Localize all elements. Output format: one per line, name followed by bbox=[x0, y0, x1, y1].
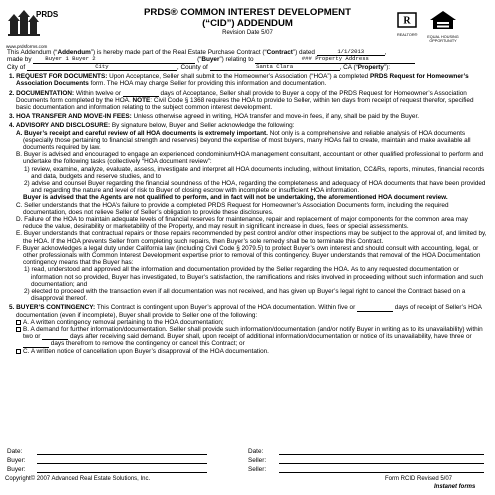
revision-date: Revision Date 5/07 bbox=[222, 30, 273, 36]
logo-text: PRDS bbox=[36, 10, 59, 19]
section-5c-checkbox[interactable] bbox=[16, 349, 21, 354]
section-5-text: This Contract is contingent upon Buyer’s approval of the HOA documentation. Within five or bbox=[96, 304, 356, 312]
logo-url: www.prdsforms.com bbox=[6, 44, 48, 49]
section-2 bbox=[7, 90, 488, 112]
section-2-title: 2. DOCUMENTATION: bbox=[9, 89, 75, 97]
intro-text: , County of bbox=[176, 63, 208, 71]
buyer-name-field[interactable]: Buyer 1 Buyer 2 bbox=[33, 56, 195, 63]
document-title bbox=[0, 7, 495, 29]
section-1-form-name: PRDS Request for Homeowner’s Association Documents bbox=[16, 73, 469, 88]
county-field[interactable]: Santa Clara bbox=[210, 64, 340, 71]
section-4 bbox=[7, 122, 488, 129]
section-5c-text: C. A written notice of cancellation upon Buyer’s disapproval of the HOA documentation. bbox=[23, 347, 269, 355]
buyer-1-label: Buyer: bbox=[7, 457, 26, 464]
section-4e: E. Buyer understands that contractual repairs or those repairs recommended by pest control and/or other inspections may be subject to the approval of, and limited by, the HOA. If the HOA prevents Seller from completing such repairs, then Buyer’s sole remedy shall be to terminate this Contract. bbox=[16, 230, 487, 245]
svg-text:R: R bbox=[403, 15, 411, 27]
seller-2-label: Seller: bbox=[248, 466, 267, 473]
intro-text: City of bbox=[7, 63, 26, 71]
intro-text: ”): bbox=[383, 63, 391, 71]
section-4b-2: 2) advise and counsel Buyer regarding the financial soundness of the HOA, regarding the completeness and adequacy of HOA documents that have been provided and regarding the nature and level of risk to Buyer of closing escrow with incomplete or insufficient HOA information. bbox=[24, 180, 486, 195]
property-address-field[interactable]: ### Property Address bbox=[255, 56, 415, 63]
section-5b-checkbox[interactable] bbox=[16, 327, 21, 332]
section-2-days-field[interactable] bbox=[123, 90, 159, 97]
intro-text: ”) dated bbox=[292, 49, 315, 57]
buyer-date-field[interactable] bbox=[37, 448, 207, 455]
section-2-text: days of Acceptance, Seller shall provide to Buyer a copy of the PRDS Request for Homeowner’s Association Documents form completed by the HOA. bbox=[16, 89, 467, 104]
equal-housing-icon bbox=[424, 10, 462, 43]
section-5a bbox=[7, 319, 488, 326]
seller-2-row bbox=[248, 466, 266, 474]
realtor-label: REALTOR® bbox=[397, 33, 418, 37]
section-5-text: days of receipt of Seller’s HOA documentation (even if incomplete), Buyer shall provide to Seller one of the following: bbox=[16, 304, 482, 319]
section-4b-agent-notice: Buyer is advised that the Agents are not qualified to perform, and in fact will not be undertaking, the aforementioned HOA document review. bbox=[23, 194, 448, 202]
section-5c bbox=[7, 348, 488, 355]
intro-text: , CA (“ bbox=[339, 63, 358, 71]
buyer-2-label: Buyer: bbox=[7, 466, 26, 473]
buyer-date-row bbox=[7, 448, 22, 456]
title-line-2: (“CID”) ADDENDUM bbox=[202, 18, 293, 29]
section-2-note: NOTE bbox=[132, 96, 151, 104]
seller-date-field[interactable] bbox=[279, 448, 484, 455]
property-term: Property bbox=[357, 63, 384, 71]
section-5b-text: B. A demand for further information/documentation. Seller shall provide such information/documentation (and/or notify Buyer in writing as to its unavailability) within two or bbox=[23, 326, 483, 341]
eho-label: EQUAL HOUSING OPPORTUNITY bbox=[427, 35, 459, 43]
section-5a-text: A. A written contingency removal pertaining to the HOA documentation; bbox=[23, 318, 224, 326]
seller-1-row bbox=[248, 457, 266, 465]
seller-1-signature-field[interactable] bbox=[279, 457, 484, 464]
section-2-text: Within twelve or bbox=[75, 89, 121, 97]
city-field[interactable]: City bbox=[27, 64, 177, 71]
section-4c: C. Seller understands that the HOA’s failure to provide a completed PRDS Request for Homeowner’s Association Documents form, including the required documentation, does not relieve Seller of Seller’s obligation to provide these disclosures. bbox=[16, 201, 449, 216]
section-3 bbox=[7, 113, 488, 120]
seller-2-signature-field[interactable] bbox=[279, 466, 484, 473]
section-4b-1: 1) review, examine, analyze, evaluate, assess, investigate and interpret all HOA documents including, without limitation, CC&Rs, reports, minutes, financial records and data, budgets and reserve studies, and to bbox=[24, 165, 485, 180]
section-5b-remove-days-field[interactable] bbox=[23, 341, 49, 348]
intro-paragraph bbox=[7, 49, 488, 71]
instanet-logo: Instanet forms bbox=[434, 484, 476, 490]
intro-text: ”) is hereby made part of the Real Estate Purchase Contract (“ bbox=[90, 49, 267, 57]
section-4-title: 4. ADVISORY AND DISCLOSURE: bbox=[9, 122, 111, 130]
section-4f-1: 1) read, understood and approved all the information and documentation provided by the Seller regarding the HOA. As to any requested documentation or information not so provided, Buyer has investigated, to Buyer’s satisfaction, the ramifications and risks involved in proceeding without such information and such documentation; and bbox=[24, 266, 484, 288]
intro-text: This Addendum (“ bbox=[7, 49, 58, 57]
section-5a-checkbox[interactable] bbox=[16, 320, 21, 325]
buyer-2-signature-field[interactable] bbox=[37, 466, 207, 473]
section-5-days-field[interactable] bbox=[357, 305, 393, 312]
seller-date-label: Date: bbox=[248, 448, 264, 455]
contract-date-field[interactable]: 1/1/2013 bbox=[317, 49, 385, 56]
section-1-title: 1. REQUEST FOR DOCUMENTS: bbox=[9, 73, 108, 81]
seller-date-row bbox=[248, 448, 263, 456]
title-line-1: PRDS® COMMON INTEREST DEVELOPMENT bbox=[144, 7, 351, 18]
section-4a-text: Not only is a comprehensive and reliable analysis of HOA documents (especially those pertaining to financial strength and reserves) beyond the expertise of most buyers, many HOAs fail to create, maintain and make available all documents required by law. bbox=[23, 129, 471, 151]
section-3-title: 3. HOA TRANSFER AND MOVE-IN FEES: bbox=[9, 113, 132, 121]
realtor-icon bbox=[397, 12, 418, 37]
section-4f-2: 2) elected to proceed with the transaction even if all documentation was not received, and has given up Buyer’s legal right to cancel the Contract based on a disapproval thereof. bbox=[24, 288, 466, 303]
buyer-2-row bbox=[7, 466, 25, 474]
addendum-body bbox=[7, 49, 488, 355]
section-4a bbox=[7, 130, 488, 152]
form-id: Form RCID Revised 5/07 bbox=[385, 476, 453, 482]
section-5-title: 5. BUYER’S CONTINGENCY: bbox=[9, 304, 96, 312]
seller-1-label: Seller: bbox=[248, 457, 267, 464]
buyer-date-label: Date: bbox=[7, 448, 23, 455]
section-5b-text: days therefrom to remove the contingency or cancel this Contract; or bbox=[50, 340, 245, 348]
section-4-text: By signature below, Buyer and Seller acknowledge the following: bbox=[111, 122, 295, 130]
buyer-1-signature-field[interactable] bbox=[37, 457, 207, 464]
intro-text: made by bbox=[7, 56, 32, 64]
section-5b-text: days after receiving said demand. Buyer shall, upon receipt of additional information/documentation or notice of its unavailability, have three or bbox=[69, 333, 472, 341]
section-5b-days-field[interactable] bbox=[42, 333, 68, 340]
buyer-term: Buyer bbox=[201, 56, 220, 64]
section-3-text: Unless otherwise agreed in writing, HOA transfer and move-in fees, if any, shall be paid by the Buyer. bbox=[133, 113, 419, 121]
buyer-1-row bbox=[7, 457, 25, 465]
section-4b: B. Buyer is advised and encouraged to engage an experienced condominium/HOA management consultant, accountant or other qualified professional to perform and undertake the following tasks (collectively “HOA document review”: bbox=[16, 151, 484, 166]
intro-text: (“ bbox=[197, 56, 202, 64]
section-2-text: : Civil Code § 1368 requires the HOA to provide to Seller, within ten days from receipt of request therefor, specified basic documentation and information relating to the subject common interest development. bbox=[16, 96, 474, 111]
section-4a-heading: A. Buyer’s receipt and careful review of all HOA documents is extremely important. bbox=[16, 129, 268, 137]
contract-term: Contract bbox=[266, 49, 293, 57]
addendum-term: Addendum bbox=[57, 49, 91, 57]
section-4f: F. Buyer acknowledges a legal duty under California law (including Civil Code § 2079.5) to protect Buyer’s own interest and should consult with accounting, legal, or other professionals with Common Interest Development expertise prior to removal of this contingency. Buyer understands that removal of the HOA Documentation contingency means that the Buyer has: bbox=[16, 244, 481, 267]
intro-text: , bbox=[384, 49, 387, 57]
section-1-text: form. The HOA may charge Seller for providing this information and documentation. bbox=[90, 80, 327, 88]
section-1 bbox=[7, 73, 488, 87]
section-1-text: Upon Acceptance, Seller shall submit to the Homeowner’s Association (“HOA”) a completed bbox=[109, 73, 369, 81]
section-5 bbox=[7, 304, 488, 318]
intro-text: ”) relating to bbox=[219, 56, 254, 64]
section-5b bbox=[7, 326, 488, 348]
section-4d: D. Failure of the HOA to maintain adequate levels of financial reserves for maintenance, repair and replacement of major components for the common area may reduce the value, desirability or marketability of the Property, and may result in significant increase in dues, fees or special assessments. bbox=[16, 216, 468, 231]
copyright-notice: Copyright© 2007 Advanced Real Estate Solutions, Inc. bbox=[5, 476, 151, 482]
